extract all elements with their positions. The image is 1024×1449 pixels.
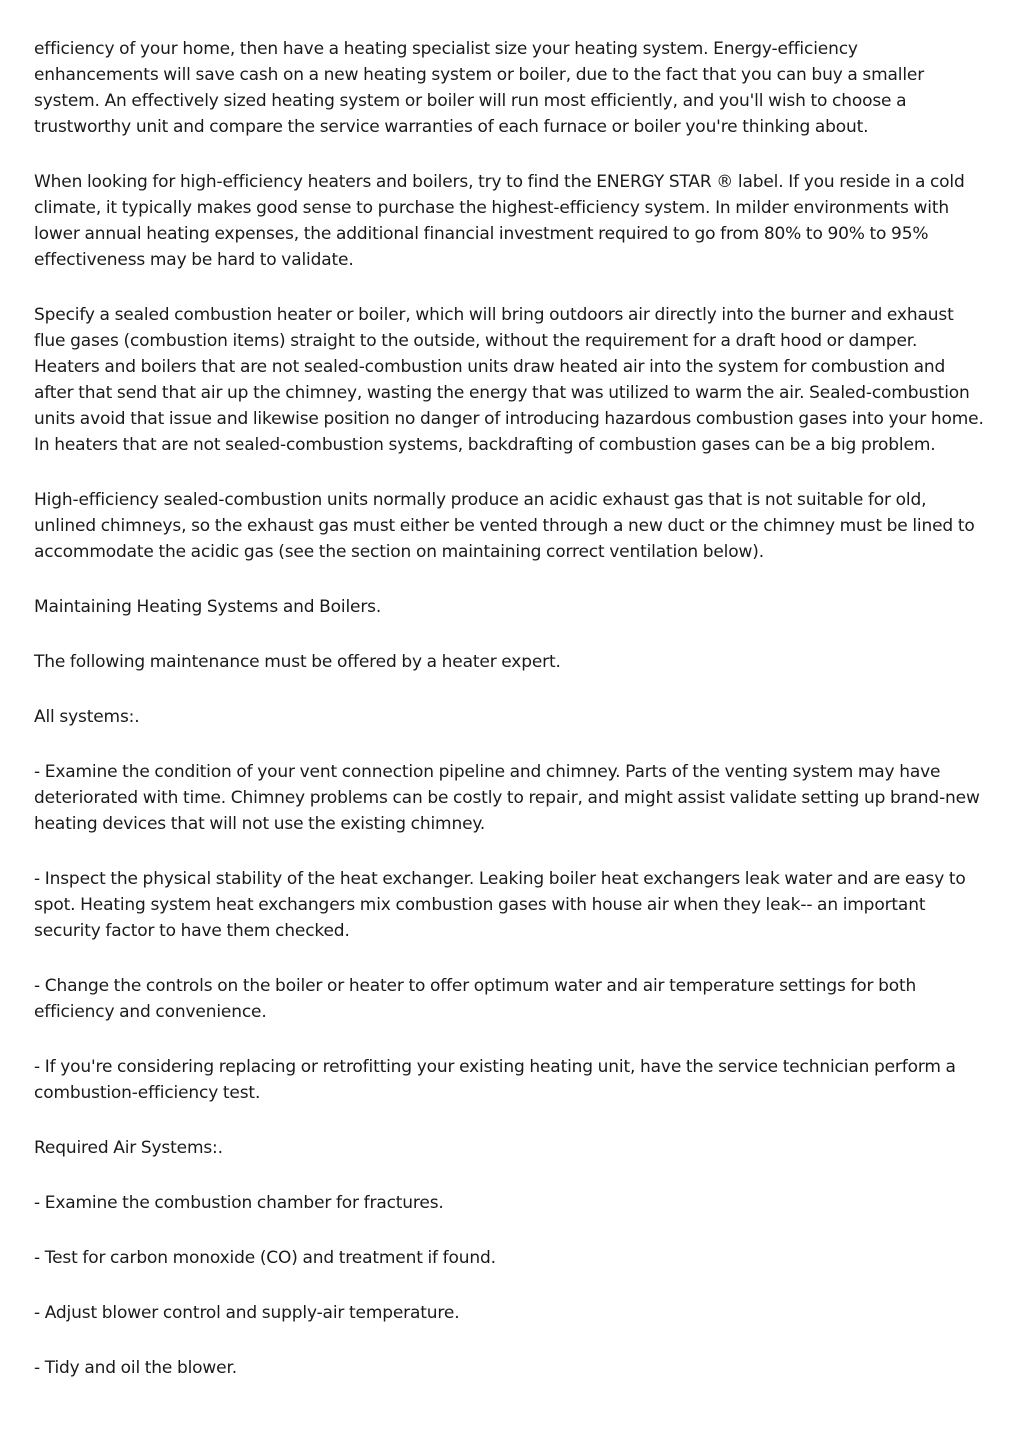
list-item-blower-control: - Adjust blower control and supply-air temperature. — [34, 1303, 460, 1323]
paragraph-maintenance-intro: The following maintenance must be offered by a heater expert. — [34, 652, 561, 672]
document-page — [34, 36, 984, 1410]
paragraph-sealed-combustion: Specify a sealed combustion heater or boiler, which will bring outdoors air directly into the burner and exhaust flue gases (combustion items) straight to the outside, without the requirement for a draft hood or damper. Heaters and boilers that are not sealed-combustion units draw heated air into the system for combustion and after that send that air up the chimney, wasting the energy that was utilized to warm the air. Sealed-combustion units avoid that issue and likewise position no danger of introducing hazardous combustion gases into your home. In heaters that are not sealed-combustion systems, backdrafting of combustion gases can be a big problem. — [34, 305, 984, 455]
list-item-carbon-monoxide: - Test for carbon monoxide (CO) and treatment if found. — [34, 1248, 496, 1268]
section-heading-maintaining: Maintaining Heating Systems and Boilers. — [34, 597, 382, 617]
paragraph-energy-star: When looking for high-efficiency heaters and boilers, try to find the ENERGY STAR ® label. If you reside in a cold climate, it typically makes good sense to purchase the highest-efficiency system. In milder environments with lower annual heating expenses, the additional financial investment required to go from 80% to 90% to 95% effectiveness may be hard to validate. — [34, 172, 965, 270]
list-item-efficiency-test: - If you're considering replacing or retrofitting your existing heating unit, have the service technician perform a combustion-efficiency test. — [34, 1057, 956, 1103]
list-item-vent-chimney: - Examine the condition of your vent connection pipeline and chimney. Parts of the venting system may have deteriorated with time. Chimney problems can be costly to repair, and might assist validate setting up brand-new heating devices that will not use the existing chimney. — [34, 762, 980, 834]
list-item-combustion-chamber: - Examine the combustion chamber for fractures. — [34, 1193, 444, 1213]
list-item-blower-oil: - Tidy and oil the blower. — [34, 1358, 238, 1378]
paragraph-sizing-intro: efficiency of your home, then have a heating specialist size your heating system. Energy-efficiency enhancements will save cash on a new heating system or boiler, due to the fact that you can buy a smaller system. An effectively sized heating system or boiler will run most efficiently, and you'll wish to choose a trustworthy unit and compare the service warranties of each furnace or boiler you're thinking about. — [34, 39, 925, 137]
list-item-heat-exchanger: - Inspect the physical stability of the heat exchanger. Leaking boiler heat exchangers leak water and are easy to spot. Heating system heat exchangers mix combustion gases with house air when they leak-- an important security factor to have them checked. — [34, 869, 966, 941]
subheading-forced-air: Required Air Systems:. — [34, 1138, 223, 1158]
subheading-all-systems: All systems:. — [34, 707, 140, 727]
paragraph-acidic-exhaust: High-efficiency sealed-combustion units normally produce an acidic exhaust gas that is not suitable for old, unlined chimneys, so the exhaust gas must either be vented through a new duct or the chimney must be lined to accommodate the acidic gas (see the section on maintaining correct ventilation below). — [34, 490, 975, 562]
list-item-controls: - Change the controls on the boiler or heater to offer optimum water and air temperature settings for both efficiency and convenience. — [34, 976, 917, 1022]
